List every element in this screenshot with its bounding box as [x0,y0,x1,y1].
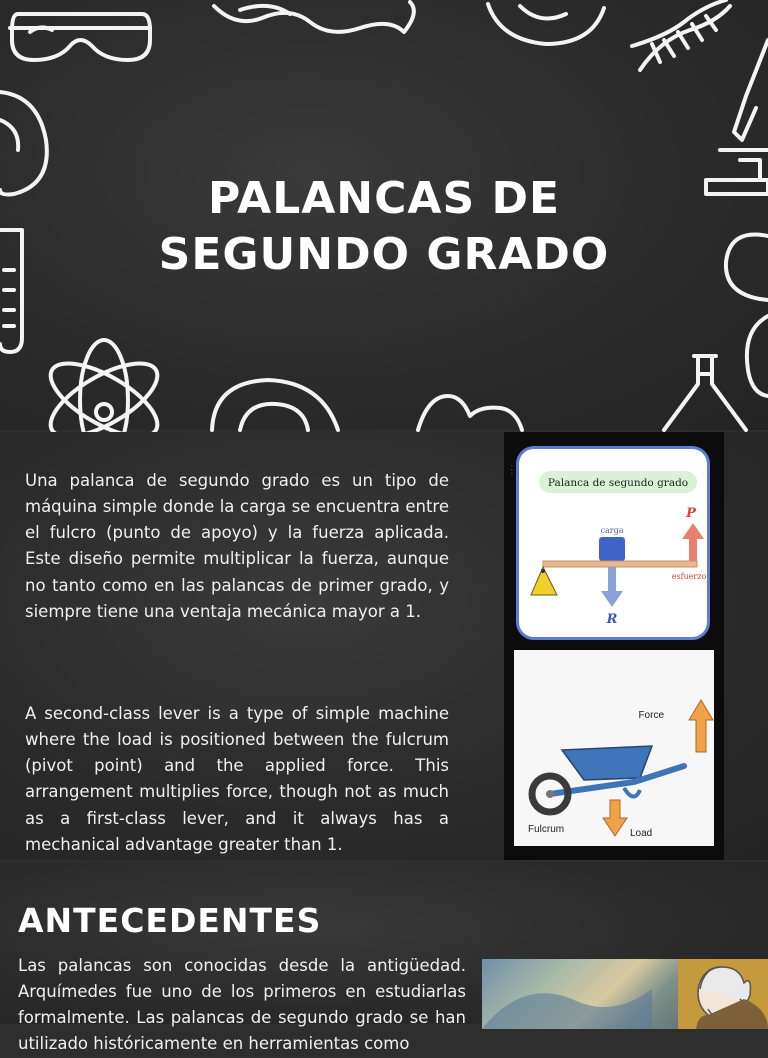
resistance-arrow [601,567,623,607]
effort-symbol: P [686,506,696,521]
wheelbarrow-tray [562,746,652,780]
effort-arrow [682,523,704,561]
load-label: Load [630,828,653,839]
wheelbarrow-leg [624,788,640,797]
bacteria-icon [214,2,414,32]
load-block [599,537,625,561]
lever-diagram [516,446,710,640]
force-label: Force [638,710,664,721]
force-arrow [689,700,713,752]
fulcrum-label: Fulcrum [528,824,565,835]
archimedes-portrait [482,959,768,1029]
definition-slide [0,432,768,860]
wheel-hub [546,790,554,798]
title-line-2: SEGUNDO GRADO [158,229,610,281]
dna-icon [632,0,730,70]
resistance-symbol: R [606,612,618,627]
background-text: Las palancas son conocidas desde la antigüedad. Arquímedes fue uno de los primeros en estudiarlas formalmente. Las palancas de segundo grado se han utilizado históricamente en herramientas como [18,955,466,1054]
diagram-title: Palanca de segundo grado [547,477,689,489]
goggles-icon [10,14,150,60]
bacteria-icon-bottom [418,396,522,430]
cell-icon-bottom [212,380,338,430]
page-title [0,171,768,283]
section-heading: ANTECEDENTES [18,901,322,941]
background-slide [0,862,768,1054]
fulcrum-pivot [541,569,545,573]
wheelbarrow-diagram [514,650,714,846]
lever-beam [543,561,697,567]
title-line-1: PALANCAS DE [207,173,561,225]
load-arrow [603,800,627,836]
effort-label: esfuerzo [671,572,707,581]
cell-icon [488,4,604,44]
load-label: carga [600,526,624,535]
definition-spanish: Una palanca de segundo grado es un tipo de máquina simple donde la carga se encuentra entre el fulcro (punto de apoyo) y la fuerza aplicada. Este diseño permite multiplicar la fuerza, aunque no tanto como en las palancas de primer grado, y siempre tiene una ventaja mecánica mayor a 1. [25,470,449,621]
flask-icon [664,356,746,430]
side-mark: · · · [507,464,515,475]
figure-panel [504,432,724,860]
wheelbarrow-diagram-svg [514,650,714,846]
title-slide [0,0,768,430]
definition-english: A second-class lever is a type of simple machine where the load is positioned between the fulcrum (pivot point) and the applied force. This arrangement multiplies force, though not as much as a first-class lever, and it always has a mechanical advantage greater than 1. [25,703,449,854]
portrait-art [482,959,768,1029]
lever-diagram-svg [519,449,707,637]
